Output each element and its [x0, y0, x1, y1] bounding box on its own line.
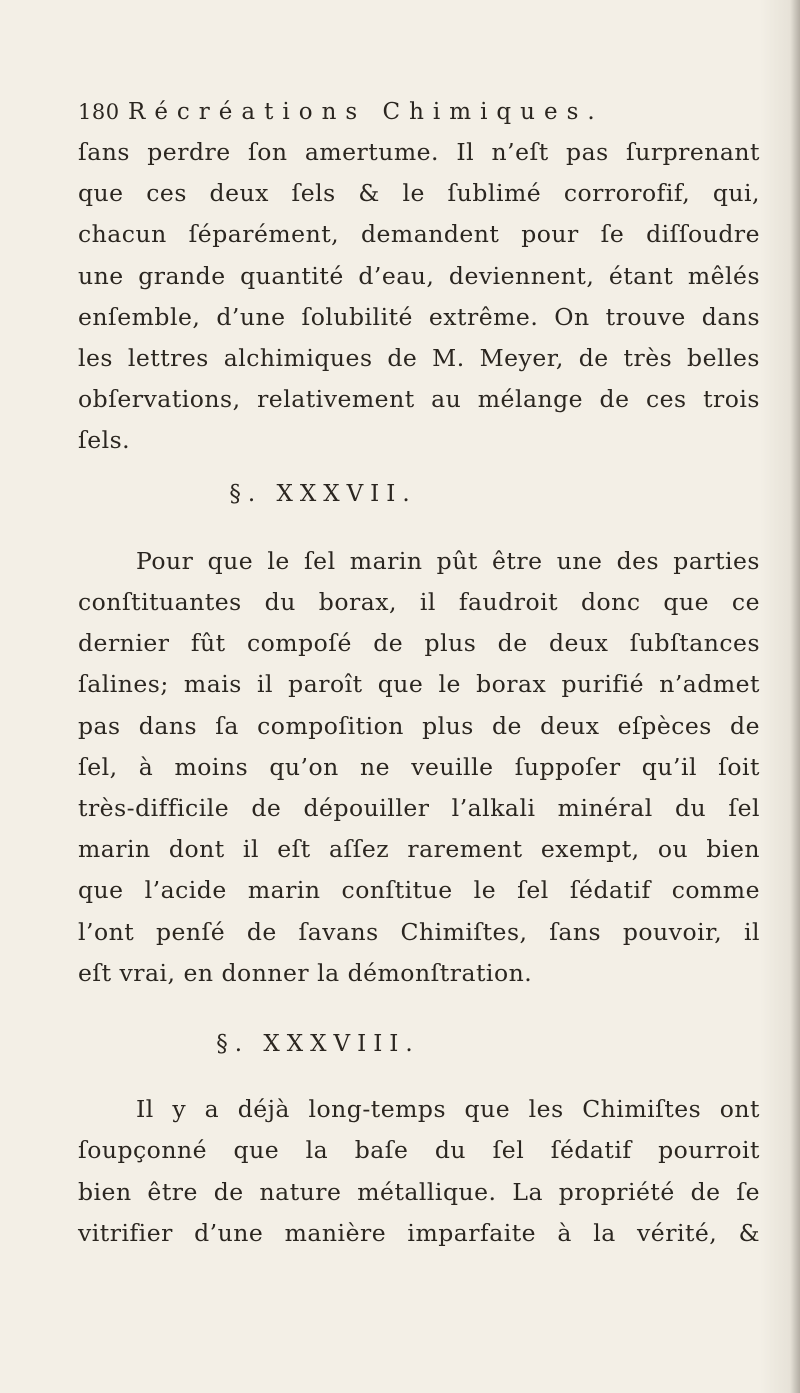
text-line: conſtituantes du borax, il faudroit donc que ce — [78, 588, 760, 617]
section-heading-38: §. XXXVIII. — [216, 1031, 420, 1058]
text-line: ſoupçonné que la baſe du ſel ſédatif pourroit — [78, 1136, 760, 1165]
text-line: ſans perdre ſon amertume. Il n’eſt pas ſurprenant — [78, 138, 760, 166]
page-number: 180 — [78, 100, 120, 124]
text-line: vitrifier d’une manière imparfaite à la vérité, & — [78, 1218, 760, 1247]
text-line: ſel, à moins qu’on ne veuille ſuppoſer qu’il ſoit — [78, 752, 760, 781]
paragraph-section-38 — [78, 1089, 760, 1254]
text-line: Il y a déjà long-temps que les Chimiſtes ont — [136, 1095, 760, 1124]
text-line: que ces deux ſels & le ſublimé corrorofif, qui, — [78, 179, 760, 208]
text-line: très-difficile de dépouiller l’alkali minéral du ſel — [78, 794, 760, 823]
text-line: bien être de nature métallique. La propriété de ſe — [78, 1177, 760, 1206]
text-line: eſt vrai, en donner la démonſtration. — [78, 958, 533, 987]
text-line: les lettres alchimiques de M. Meyer, de très belles — [78, 344, 760, 373]
text-line: une grande quantité d’eau, deviennent, étant mêlés — [78, 261, 760, 290]
text-line: obſervations, relativement au mélange de ces trois — [78, 385, 760, 414]
text-line: ſalines; mais il paroît que le borax purifié n’admet — [78, 670, 760, 699]
text-line: chacun ſéparément, demandent pour ſe diſſoudre — [78, 220, 760, 249]
text-line: pas dans ſa compoſition plus de deux eſpèces de — [78, 711, 760, 740]
running-head — [78, 92, 760, 130]
section-heading-37: §. XXXVII. — [229, 480, 417, 507]
text-line: Pour que le ſel marin pût être une des parties — [136, 546, 760, 575]
paragraph-1 — [78, 132, 760, 462]
paragraph-section-37 — [78, 541, 760, 994]
running-title: Récréations Chimiques. — [128, 99, 604, 125]
text-line: dernier fût compoſé de plus de deux ſubſtances — [78, 629, 760, 658]
text-line: l’ont penſé de ſavans Chimiſtes, ſans pouvoir, il — [78, 917, 760, 946]
text-line: enſemble, d’une ſolubilité extrême. On trouve dans — [78, 302, 760, 331]
page-text — [78, 92, 760, 1254]
text-line: que l’acide marin conſtitue le ſel ſédatif comme — [78, 876, 760, 905]
text-line: marin dont il eſt aſſez rarement exempt, ou bien — [78, 835, 760, 864]
text-line: ſels. — [78, 426, 131, 455]
